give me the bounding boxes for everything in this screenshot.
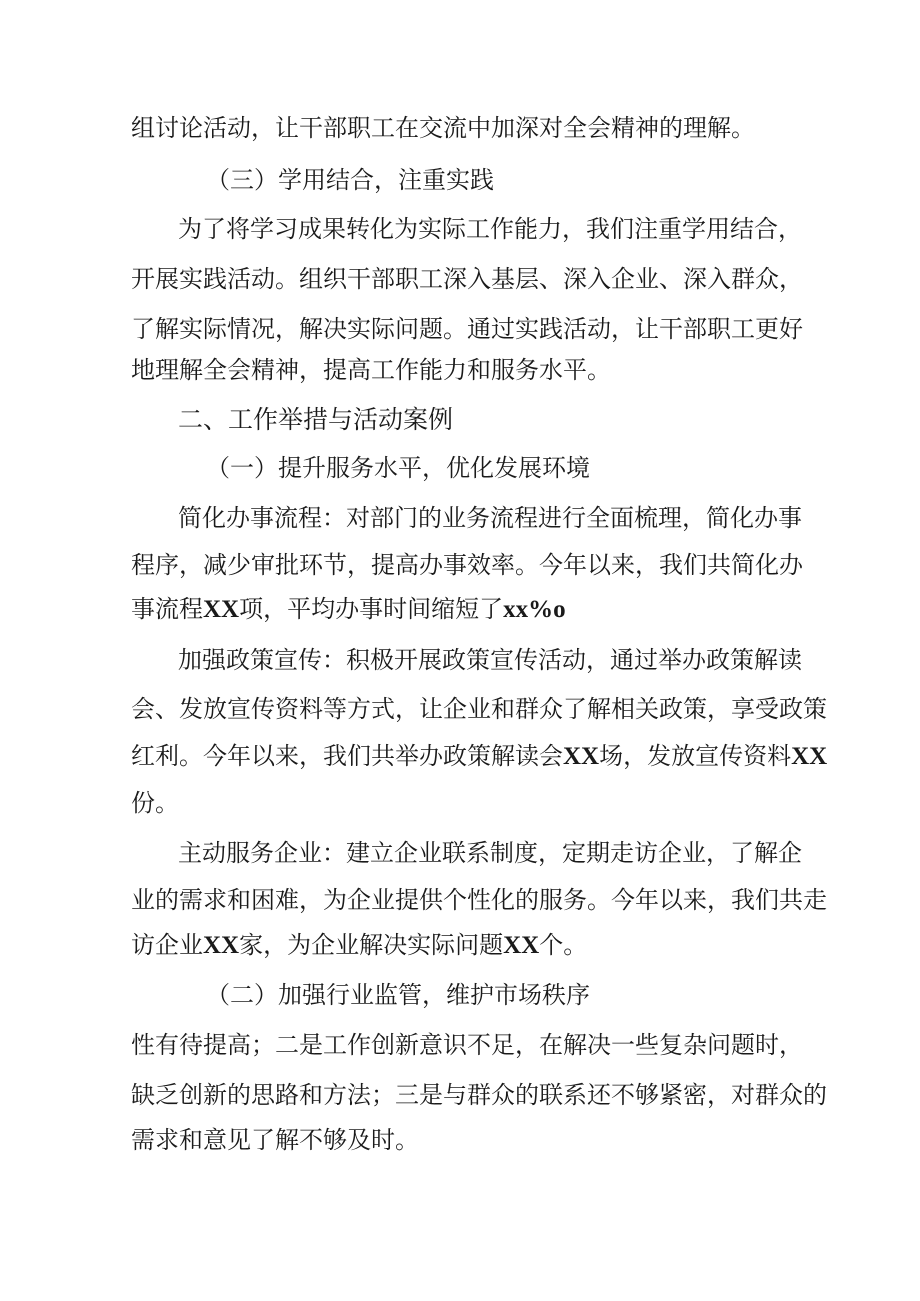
text-line: 了解实际情况，解决实际问题。通过实践活动，让干部职工更好 [131, 315, 803, 343]
placeholder-value: xx%o [503, 596, 566, 623]
placeholder-value: XX [503, 932, 540, 959]
text-line: 加强政策宣传：积极开展政策宣传活动，通过举办政策解读 [178, 646, 802, 674]
section-subheading: （二）加强行业监管，维护市场秩序 [206, 981, 590, 1009]
text-span: 家，为企业解决实际问题 [239, 931, 504, 959]
text-line [131, 594, 566, 625]
text-span: 项，平均办事时间缩短了 [239, 595, 504, 623]
text-line: 程序，减少审批环节，提高办事效率。今年以来，我们共简化办 [131, 551, 803, 579]
text-line: 地理解全会精神，提高工作能力和服务水平。 [131, 356, 611, 384]
text-line: 需求和意见了解不够及时。 [131, 1126, 419, 1154]
section-subheading: （三）学用结合，注重实践 [206, 166, 494, 194]
text-line: 为了将学习成果转化为实际工作能力，我们注重学用结合， [178, 215, 802, 243]
placeholder-value: XX [203, 932, 240, 959]
text-span: 个。 [539, 931, 588, 959]
text-line: 主动服务企业：建立企业联系制度，定期走访企业，了解企 [178, 839, 802, 867]
section-subheading: （一）提升服务水平，优化发展环境 [206, 454, 590, 482]
text-line [131, 741, 827, 772]
text-line: 份。 [131, 789, 179, 817]
text-line: 简化办事流程：对部门的业务流程进行全面梳理，简化办事 [178, 504, 802, 532]
text-line [131, 930, 587, 961]
text-span: 红利。今年以来，我们共举办政策解读会 [131, 742, 563, 770]
text-span: 访企业 [131, 931, 203, 959]
section-heading: 二、工作举措与活动案例 [178, 405, 454, 434]
text-span: 场，发放宣传资料 [599, 742, 792, 770]
text-line: 开展实践活动。组织干部职工深入基层、深入企业、深入群众， [131, 265, 803, 293]
text-line: 业的需求和困难，为企业提供个性化的服务。今年以来，我们共走 [131, 886, 827, 914]
placeholder-value: XX [203, 596, 240, 623]
text-line: 缺乏创新的思路和方法；三是与群众的联系还不够紧密，对群众的 [131, 1081, 827, 1109]
text-span: 事流程 [131, 595, 203, 623]
text-line: 组讨论活动，让干部职工在交流中加深对全会精神的理解。 [131, 114, 755, 142]
text-line: 会、发放宣传资料等方式，让企业和群众了解相关政策，享受政策 [131, 695, 827, 723]
placeholder-value: XX [563, 743, 600, 770]
placeholder-value: XX [791, 743, 828, 770]
text-line: 性有待提高；二是工作创新意识不足，在解决一些复杂问题时， [131, 1031, 803, 1059]
